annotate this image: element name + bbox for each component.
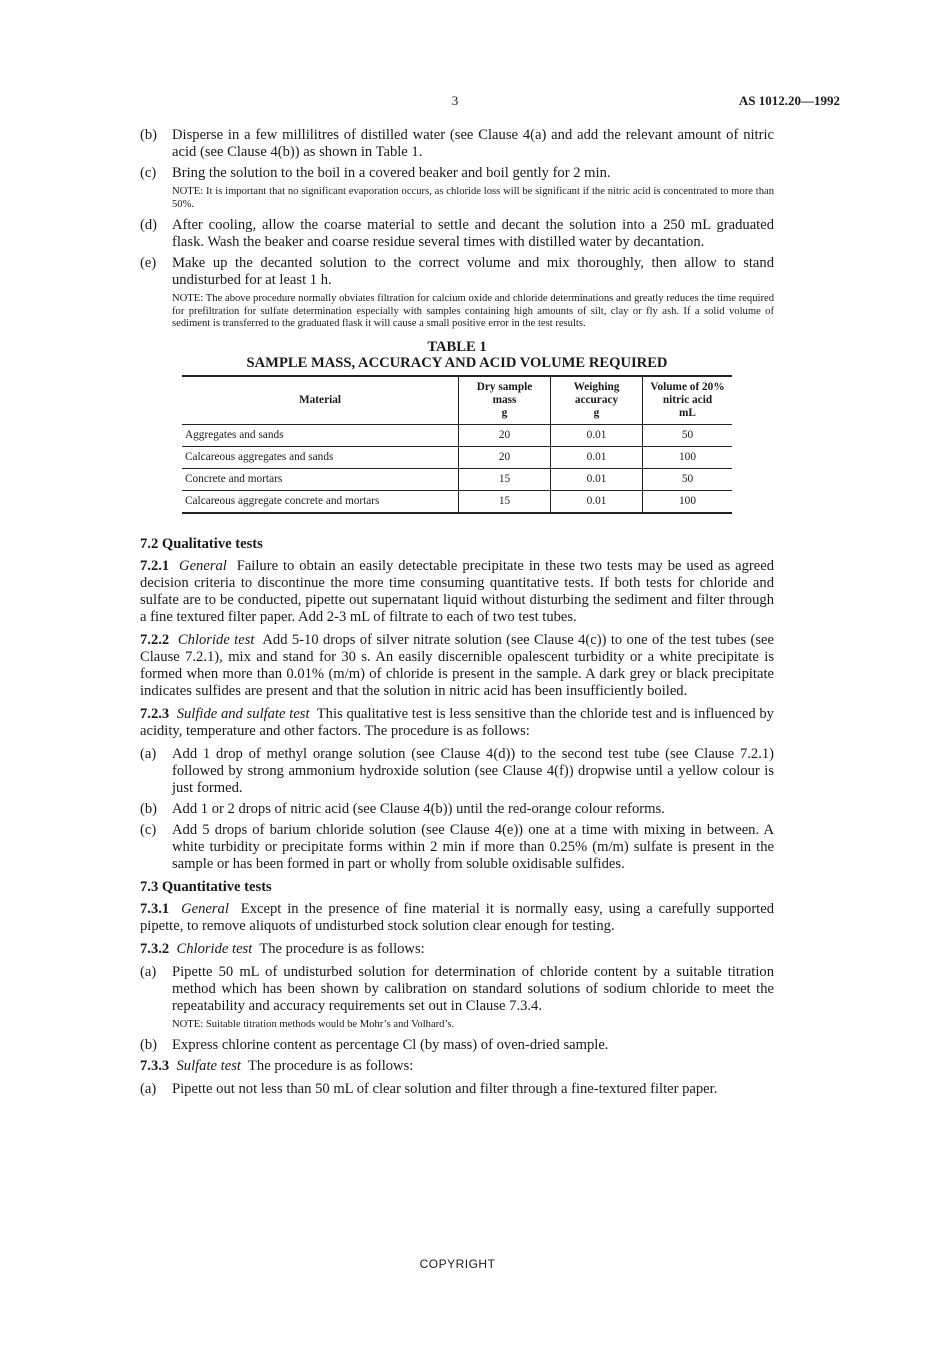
item-text: Bring the solution to the boil in a covered beaker and boil gently for 2 min. [172, 165, 611, 181]
clause-7-2-3: 7.2.3 Sulfide and sulfate test This qualitative test is less sensitive than the chloride test and is influenced by acidity, temperature and other factors. The procedure is as follows: [140, 705, 774, 739]
item-label: (a) [140, 745, 157, 762]
item-label: (d) [140, 217, 158, 233]
item-text: Disperse in a few millilitres of distilled water (see Clause 4(a) and add the relevant amount of nitric acid (see Clause 4(b)) as shown in Table 1. [172, 127, 774, 160]
list-item-c [140, 165, 774, 182]
clause-7-3-3: 7.3.3 Sulfate test The procedure is as follows: [140, 1058, 414, 1074]
list-item-c [140, 822, 774, 873]
list-item-b [140, 1037, 774, 1054]
note-evaporation: NOTE: It is important that no significant evaporation occurs, as chloride loss will be significant if the nitric acid is concentrated to more than 50%. [172, 186, 774, 210]
clause-7-2-2: 7.2.2 Chloride test Add 5-10 drops of silver nitrate solution (see Clause 4(c)) to one of the test tubes (see Clause 7.2.1), mix and stand for 30 s. An easily discernible opalescent turbidity or a white precipitate is formed when more than 0.01% (m/m) of chloride is present in the sample. A dark grey or black precipitate indicates sulfides are present and that the solution in nitric acid has been insufficiently boiled. [140, 631, 774, 699]
header-weighing-accuracy: Weighing accuracy g [551, 376, 643, 425]
table-row [182, 446, 732, 468]
item-label: (a) [140, 1081, 157, 1097]
item-text: After cooling, allow the coarse material to settle and decant the solution into a 250 mL graduated flask. Wash the beaker and coarse residue several times with distilled water by decantation. [172, 217, 774, 250]
header-dry-sample-mass: Dry sample mass g [459, 376, 551, 425]
cell-material: Calcareous aggregate concrete and mortars [182, 490, 459, 513]
note-filtration: NOTE: The above procedure normally obviates filtration for calcium oxide and chloride determinations and greatly reduces the time required for prefiltration for sulfate determination especially with samples containing high amounts of silt, clay or fly ash. If a solid volume of sediment is transferred to the graduated flask it will cause a small positive error in the test results. [172, 293, 774, 329]
document-id: AS 1012.20—1992 [738, 93, 840, 108]
cell-volume: 100 [643, 446, 733, 468]
cell-mass: 15 [459, 468, 551, 490]
cell-accuracy: 0.01 [551, 424, 643, 446]
cell-accuracy: 0.01 [551, 490, 643, 513]
item-label: (e) [140, 255, 157, 271]
header-material: Material [182, 376, 459, 425]
item-label: (a) [140, 963, 157, 980]
cell-volume: 50 [643, 468, 733, 490]
table-number: TABLE 1 [427, 338, 487, 355]
section-heading-7-3: 7.3 Quantitative tests [140, 878, 272, 895]
list-item-b [140, 127, 774, 161]
list-item-a [140, 746, 774, 797]
cell-mass: 15 [459, 490, 551, 513]
item-label: (c) [140, 821, 157, 838]
cell-mass: 20 [459, 446, 551, 468]
note-titration: NOTE: Suitable titration methods would be Mohr’s and Volhard’s. [172, 1018, 455, 1030]
clause-7-2-1: 7.2.1 General Failure to obtain an easily detectable precipitate in these two tests may be used as agreed decision criteria to discontinue the more time consuming quantitative tests. If both tests for chloride and sulfate are to be conducted, pipette out supernatant liquid without disturbing the sediment and filter through a fine textured filter paper. Add 2-3 mL of filtrate to each of two test tubes. [140, 557, 775, 625]
item-text: Pipette 50 mL of undisturbed solution for determination of chloride content by a suitable titration method which has been shown by calibration on standard solutions of sodium chloride to meet the repeatability and accuracy requirements set out in Clause 7.3.4. [172, 963, 774, 1014]
item-text: Express chlorine content as percentage Cl (by mass) of oven-dried sample. [172, 1037, 609, 1053]
list-item-b [140, 801, 774, 818]
header-nitric-acid-volume: Volume of 20% nitric acid mL [643, 376, 733, 425]
item-text: Add 1 or 2 drops of nitric acid (see Clause 4(b)) until the red-orange colour reforms. [172, 800, 665, 817]
section-heading-7-2: 7.2 Qualitative tests [140, 535, 263, 552]
list-item-e [140, 255, 774, 289]
copyright-footer: COPYRIGHT [419, 1257, 496, 1271]
list-item-a [140, 964, 774, 1015]
table-title: SAMPLE MASS, ACCURACY AND ACID VOLUME REQUIRED [246, 354, 668, 371]
cell-material: Aggregates and sands [182, 424, 459, 446]
table-row [182, 490, 732, 513]
item-label: (b) [140, 800, 158, 817]
table-row [182, 424, 732, 446]
cell-material: Calcareous aggregates and sands [182, 446, 459, 468]
page-number: 3 [451, 93, 459, 108]
table-header-row [182, 376, 732, 425]
item-text: Add 1 drop of methyl orange solution (see Clause 4(d)) to the second test tube (see Clause 7.2.1) followed by strong ammonium hydroxide solution (see Clause 4(f)) dropwise until a yellow colour is just formed. [172, 745, 774, 796]
table-row [182, 468, 732, 490]
item-text: Pipette out not less than 50 mL of clear solution and filter through a fine-textured filter paper. [172, 1081, 718, 1097]
item-text: Make up the decanted solution to the correct volume and mix thoroughly, then allow to stand undisturbed for at least 1 h. [172, 255, 774, 288]
cell-mass: 20 [459, 424, 551, 446]
sample-mass-table [182, 375, 732, 514]
list-item-a [140, 1081, 774, 1098]
item-label: (c) [140, 165, 157, 181]
cell-volume: 100 [643, 490, 733, 513]
item-label: (b) [140, 1037, 158, 1053]
cell-accuracy: 0.01 [551, 468, 643, 490]
cell-material: Concrete and mortars [182, 468, 459, 490]
item-label: (b) [140, 127, 158, 143]
cell-accuracy: 0.01 [551, 446, 643, 468]
item-text: Add 5 drops of barium chloride solution (see Clause 4(e)) one at a time with mixing in between. A white turbidity or precipitate forms within 2 min if more than 0.25% (m/m) sulfate is present in the sample or has been formed in part or wholly from soluble oxidisable sulfides. [172, 821, 774, 872]
page-body [140, 127, 774, 1102]
cell-volume: 50 [643, 424, 733, 446]
clause-7-3-2: 7.3.2 Chloride test The procedure is as follows: [140, 940, 425, 957]
list-item-d [140, 217, 774, 251]
clause-7-3-1: 7.3.1 General Except in the presence of fine material it is normally easy, using a carefully supported pipette, to remove aliquots of undisturbed stock solution clear enough for testing. [140, 900, 775, 934]
